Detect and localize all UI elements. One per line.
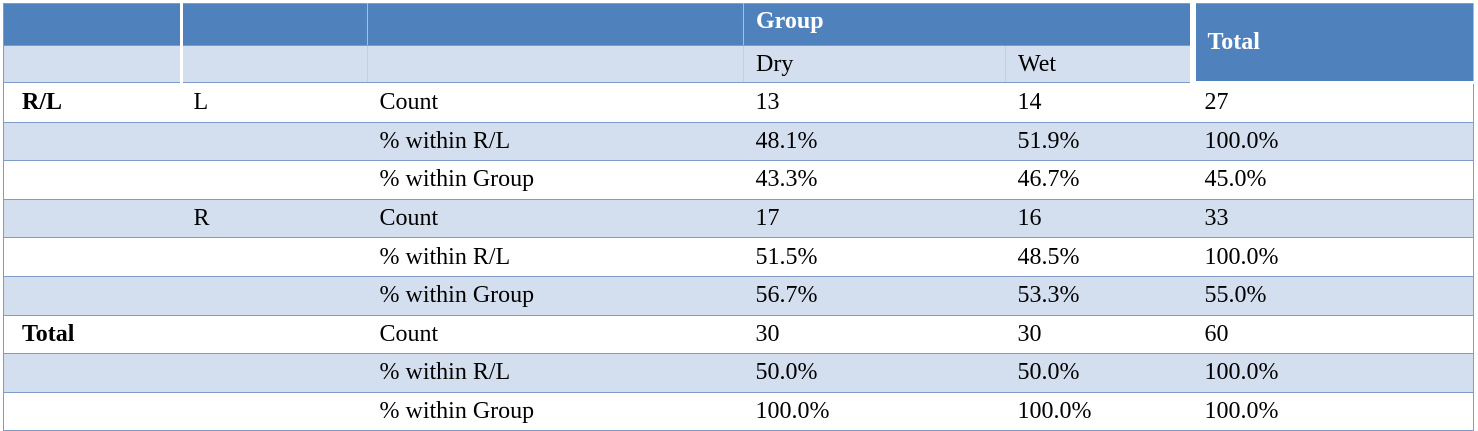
cell-dry: 17 — [744, 199, 1006, 238]
row-stat-label: % within Group — [368, 161, 744, 200]
row-group-label — [4, 122, 182, 161]
column-header-wet: Wet — [1006, 46, 1193, 83]
row-group-label — [4, 392, 182, 431]
cell-dry: 43.3% — [744, 161, 1006, 200]
header-empty-cell — [368, 4, 744, 46]
row-stat-label: % within R/L — [368, 354, 744, 393]
table-row — [4, 199, 1474, 238]
cell-dry: 30 — [744, 315, 1006, 354]
cell-wet: 46.7% — [1006, 161, 1193, 200]
cell-total: 55.0% — [1193, 276, 1474, 315]
row-stat-label: % within Group — [368, 392, 744, 431]
row-stat-label: % within R/L — [368, 238, 744, 277]
row-stat-label: Count — [368, 199, 744, 238]
cell-dry: 50.0% — [744, 354, 1006, 393]
header-empty-cell — [4, 46, 182, 83]
cell-total: 100.0% — [1193, 238, 1474, 277]
row-group-label — [4, 354, 182, 393]
row-group-label: R/L — [4, 83, 182, 123]
row-sub-label — [182, 122, 368, 161]
table-row — [4, 315, 1474, 354]
row-sub-label: R — [182, 199, 368, 238]
cell-wet: 30 — [1006, 315, 1193, 354]
cell-dry: 56.7% — [744, 276, 1006, 315]
total-header: Total — [1193, 4, 1474, 83]
cell-wet: 14 — [1006, 83, 1193, 123]
row-stat-label: Count — [368, 315, 744, 354]
cell-wet: 100.0% — [1006, 392, 1193, 431]
cell-dry: 51.5% — [744, 238, 1006, 277]
crosstab-table — [3, 3, 1474, 431]
table-row — [4, 83, 1474, 123]
row-group-label — [4, 199, 182, 238]
cell-total: 27 — [1193, 83, 1474, 123]
header-empty-cell — [182, 46, 368, 83]
row-stat-label: % within Group — [368, 276, 744, 315]
row-sub-label — [182, 238, 368, 277]
cell-total: 60 — [1193, 315, 1474, 354]
cell-total: 100.0% — [1193, 354, 1474, 393]
row-group-label — [4, 238, 182, 277]
cell-total: 45.0% — [1193, 161, 1474, 200]
table-row — [4, 238, 1474, 277]
row-sub-label — [182, 392, 368, 431]
row-group-label — [4, 276, 182, 315]
column-header-dry: Dry — [744, 46, 1006, 83]
cell-dry: 13 — [744, 83, 1006, 123]
header-empty-cell — [182, 4, 368, 46]
header-empty-cell — [368, 46, 744, 83]
row-sub-label — [182, 315, 368, 354]
row-group-label — [4, 161, 182, 200]
cell-total: 33 — [1193, 199, 1474, 238]
cell-total: 100.0% — [1193, 392, 1474, 431]
cell-wet: 53.3% — [1006, 276, 1193, 315]
cell-wet: 48.5% — [1006, 238, 1193, 277]
row-sub-label — [182, 354, 368, 393]
row-sub-label — [182, 276, 368, 315]
cell-wet: 50.0% — [1006, 354, 1193, 393]
header-row-group — [4, 4, 1474, 46]
group-header: Group — [744, 4, 1193, 46]
table-row — [4, 161, 1474, 200]
cell-total: 100.0% — [1193, 122, 1474, 161]
table-row — [4, 392, 1474, 431]
cell-wet: 51.9% — [1006, 122, 1193, 161]
header-empty-cell — [4, 4, 182, 46]
cell-dry: 100.0% — [744, 392, 1006, 431]
row-group-label: Total — [4, 315, 182, 354]
row-sub-label — [182, 161, 368, 200]
row-sub-label: L — [182, 83, 368, 123]
table-row — [4, 122, 1474, 161]
row-stat-label: % within R/L — [368, 122, 744, 161]
table-row — [4, 354, 1474, 393]
table-row — [4, 276, 1474, 315]
cell-wet: 16 — [1006, 199, 1193, 238]
row-stat-label: Count — [368, 83, 744, 123]
cell-dry: 48.1% — [744, 122, 1006, 161]
